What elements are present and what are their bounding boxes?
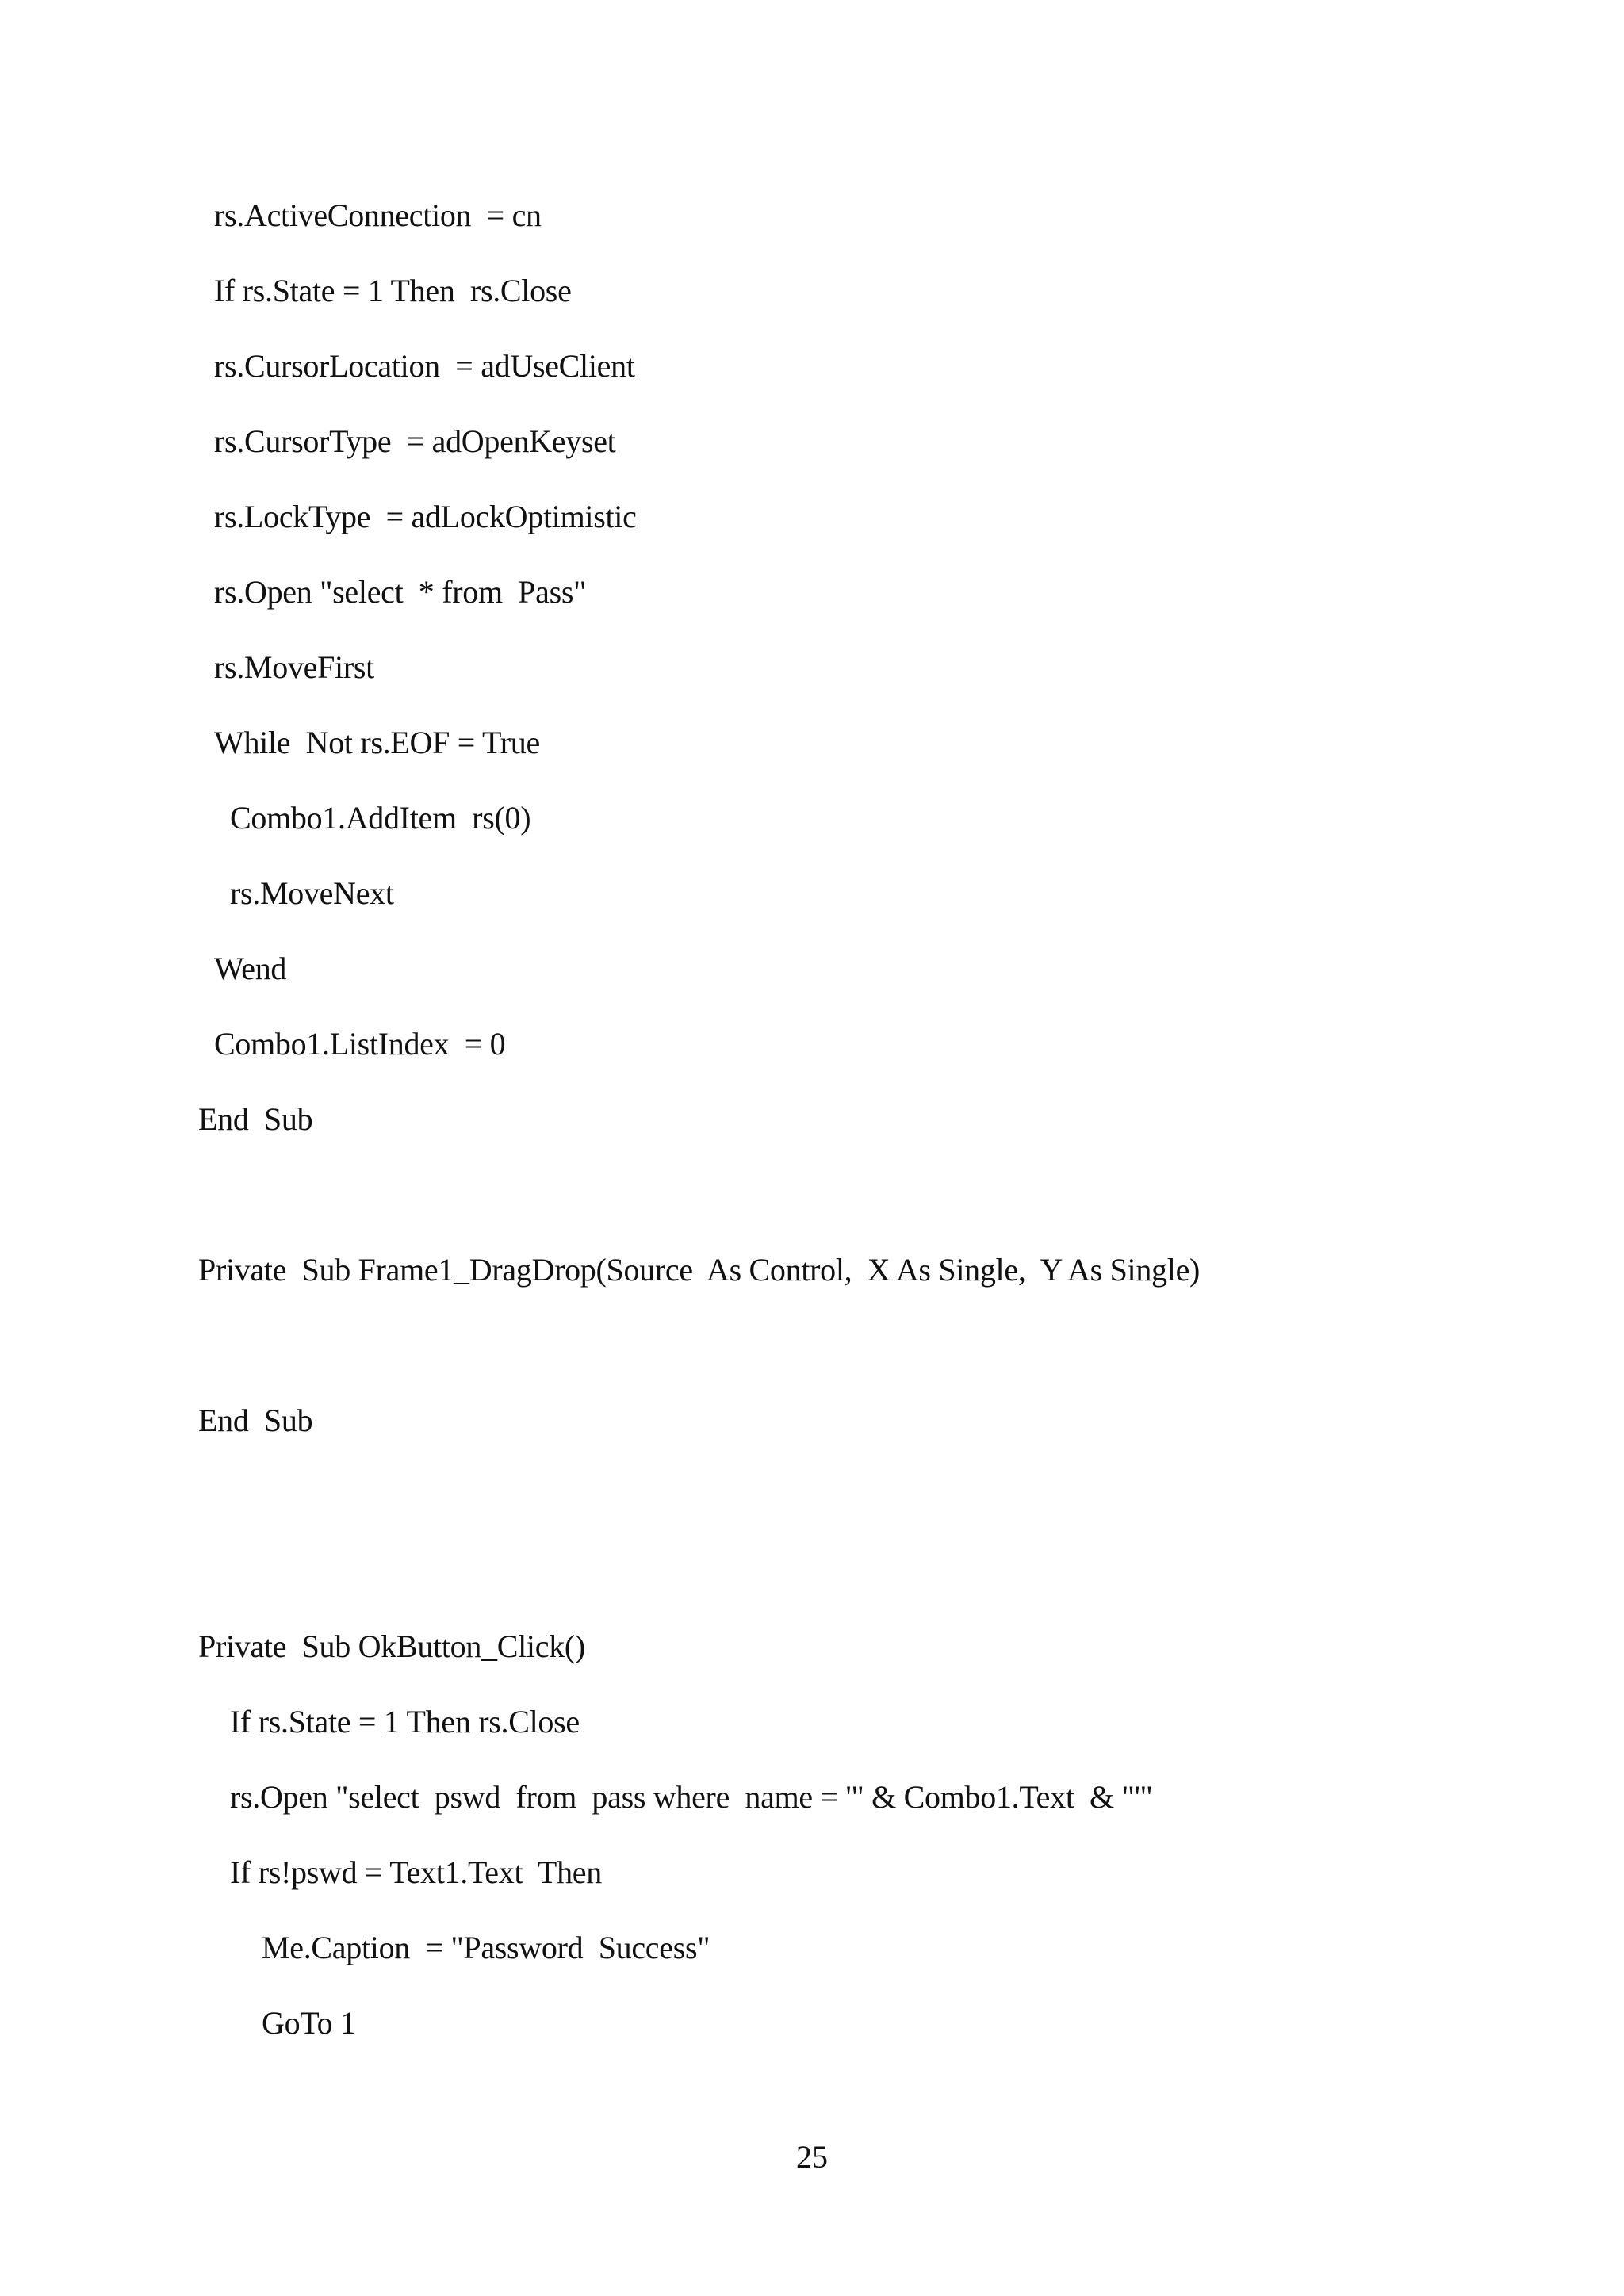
code-line: Private Sub OkButton_Click()	[198, 1628, 585, 1664]
code-line: GoTo 1	[262, 2005, 356, 2041]
code-line: Combo1.AddItem rs(0)	[230, 800, 531, 836]
code-line: rs.CursorLocation = adUseClient	[214, 348, 635, 384]
code-line: Me.Caption = "Password Success"	[262, 1930, 710, 1965]
code-line: If rs.State = 1 Then rs.Close	[214, 273, 572, 308]
code-line: rs.Open "select pswd from pass where name = '" & Combo1.Text & "'"	[230, 1779, 1153, 1815]
page-number: 25	[796, 2139, 828, 2175]
code-line: rs.ActiveConnection = cn	[214, 197, 542, 233]
code-line: rs.MoveNext	[230, 875, 394, 911]
code-line: Wend	[214, 951, 287, 986]
code-line: If rs!pswd = Text1.Text Then	[230, 1854, 602, 1890]
code-line: End Sub	[198, 1101, 313, 1137]
code-line: Private Sub Frame1_DragDrop(Source As Control, X As Single, Y As Single)	[198, 1252, 1201, 1288]
code-line: rs.MoveFirst	[214, 649, 374, 685]
code-line: rs.Open "select * from Pass"	[214, 574, 587, 610]
code-line: While Not rs.EOF = True	[214, 725, 540, 760]
code-line: End Sub	[198, 1402, 313, 1438]
code-line: Combo1.ListIndex = 0	[214, 1026, 506, 1062]
code-line: rs.CursorType = adOpenKeyset	[214, 423, 616, 459]
code-line: If rs.State = 1 Then rs.Close	[230, 1704, 580, 1739]
code-line: rs.LockType = adLockOptimistic	[214, 499, 637, 534]
